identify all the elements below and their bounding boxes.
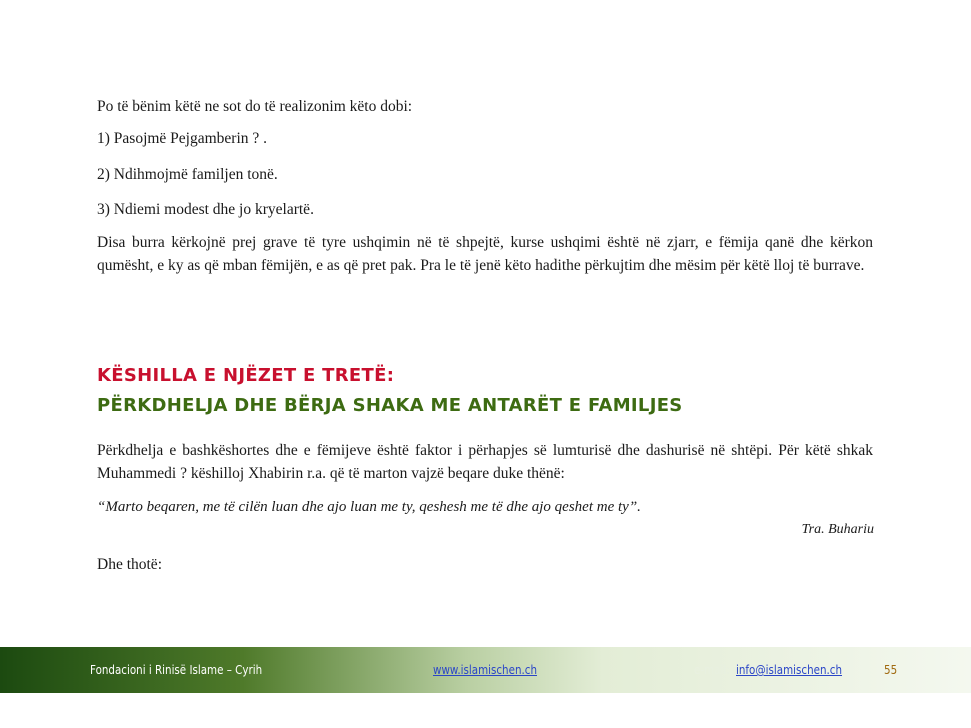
page-number: 55 (884, 663, 898, 677)
footer-email-label: e-mail: (694, 663, 730, 677)
intro-lead: Po të bënim këtë ne sot do të realizonim këto dobi: (97, 98, 413, 115)
list-item: 2) Ndihmojmë familjen tonë. (97, 166, 278, 183)
list-item: 1) Pasojmë Pejgamberin ? . (97, 130, 268, 147)
intro-paragraph: Disa burra kërkojnë prej grave të tyre ushqimin në të shpejtë, kurse ushqimi është në zjarr, e fëmija qanë dhe kërkon qumësht, e ky as që mban fëmijën, e as që pret pak. Pra le të jenë këto hadithe përkujtim dhe mësim për këtë lloj të burrave. (97, 234, 873, 274)
section-paragraph: Përkdhelja e bashkëshortes dhe e fëmijeve është faktor i përhapjes së lumturisë dhe dashurisë në shtëpi. Për këtë shkak Muhammedi ? këshilloj Xhabirin r.a. që të marton vajzë beqare duke thënë: (97, 442, 873, 482)
footer-email-link[interactable]: info@islamischen.ch (736, 663, 843, 677)
footer-website-link[interactable]: www.islamischen.ch (433, 663, 537, 677)
hadith-quote: “Marto beqaren, me të cilën luan dhe ajo luan me ty, qeshesh me të dhe ajo qeshet me ty”. (97, 499, 641, 515)
footer-bar (0, 647, 971, 693)
list-item: 3) Ndiemi modest dhe jo kryelartë. (97, 201, 314, 218)
footer-organization: Fondacioni i Rinisë Islame – Cyrih (90, 663, 263, 677)
closing-line: Dhe thotë: (97, 556, 162, 573)
section-title-line1: KËSHILLA E NJËZET E TRETË: (97, 365, 395, 386)
section-title-line2: PËRKDHELJA DHE BËRJA SHAKA ME ANTARËT E FAMILJES (97, 395, 683, 416)
quote-attribution: Tra. Buhariu (801, 522, 874, 537)
